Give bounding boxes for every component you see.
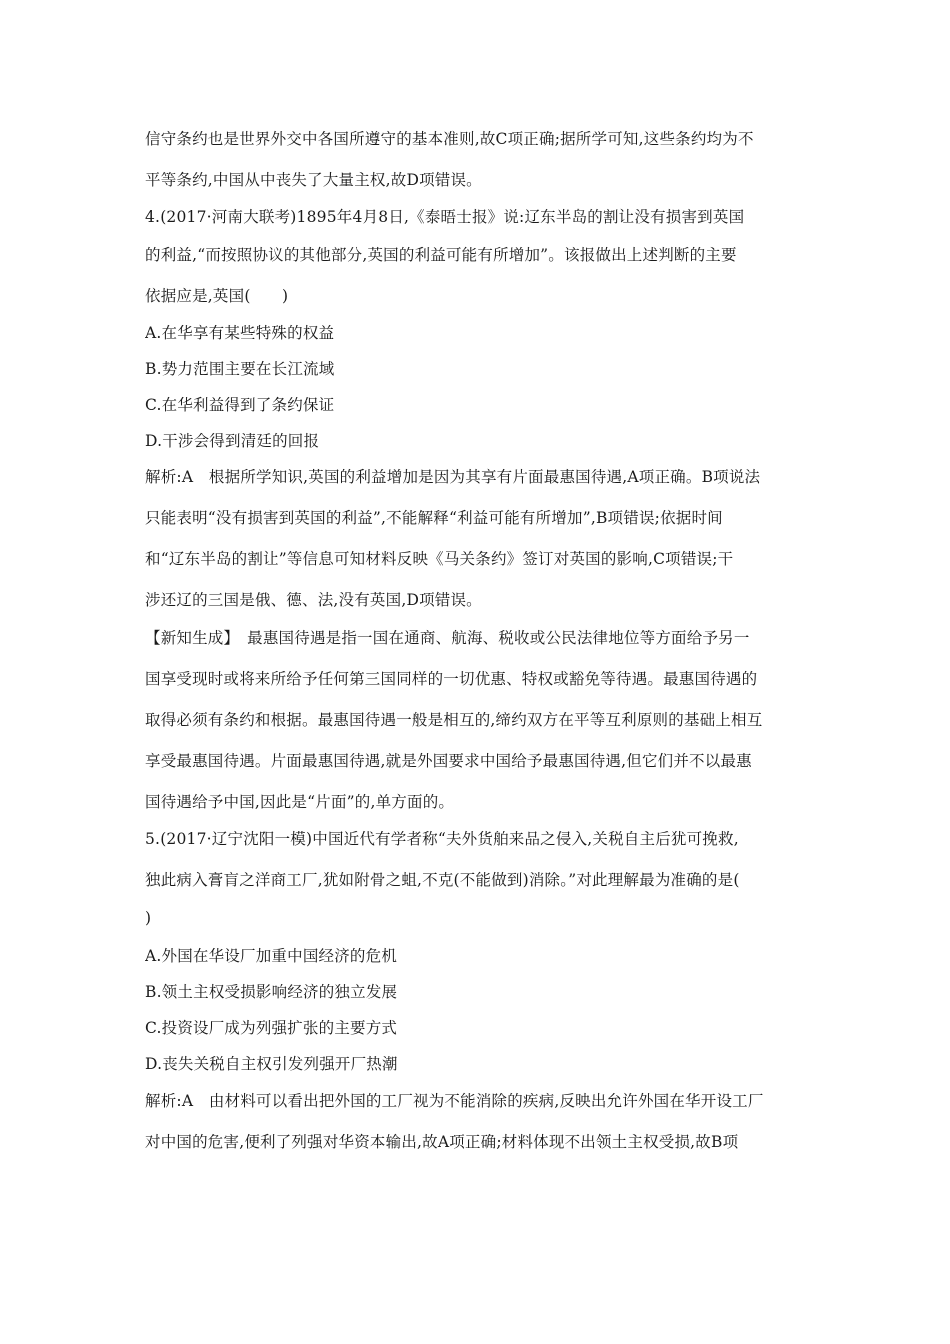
text-line: 依据应是,英国( ): [145, 287, 289, 305]
text-line: 涉还辽的三国是俄、德、法,没有英国,D项错误。: [145, 591, 482, 609]
option-d: D.丧失关税自主权引发列强开厂热潮: [145, 1055, 398, 1073]
option-a: A.外国在华设厂加重中国经济的危机: [145, 947, 398, 965]
text-line: 的利益,“而按照协议的其他部分,英国的利益可能有所增加”。该报做出上述判断的主要: [145, 246, 737, 264]
text-line: ): [145, 909, 152, 927]
option-c: C.在华利益得到了条约保证: [145, 396, 335, 414]
analysis-4: 解析:A 根据所学知识,英国的利益增加是因为其享有片面最惠国待遇,A项正确。B项说法: [145, 468, 761, 486]
text-line: 享受最惠国待遇。片面最惠国待遇,就是外国要求中国给予最惠国待遇,但它们并不以最惠: [145, 752, 752, 770]
option-d: D.干涉会得到清廷的回报: [145, 432, 320, 450]
text-line: 取得必须有条约和根据。最惠国待遇一般是相互的,缔约双方在平等互利原则的基础上相互: [145, 711, 763, 729]
text-line: 对中国的危害,便利了列强对华资本输出,故A项正确;材料体现不出领土主权受损,故B项: [145, 1133, 739, 1151]
question-5-stem: 5.(2017·辽宁沈阳一模)中国近代有学者称“夫外货舶来品之侵入,关税自主后犹可挽救,: [145, 830, 739, 848]
option-b: B.领土主权受损影响经济的独立发展: [145, 983, 398, 1001]
text-line: 和“辽东半岛的割让”等信息可知材料反映《马关条约》签订对英国的影响,C项错误;干: [145, 550, 734, 568]
option-b: B.势力范围主要在长江流域: [145, 360, 335, 378]
option-a: A.在华享有某些特殊的权益: [145, 324, 335, 342]
new-knowledge-heading: 【新知生成】 最惠国待遇是指一国在通商、航海、税收或公民法律地位等方面给予另一: [145, 629, 750, 647]
option-c: C.投资设厂成为列强扩张的主要方式: [145, 1019, 398, 1037]
text-line: 国待遇给予中国,因此是“片面”的,单方面的。: [145, 793, 455, 811]
text-line: 独此病入膏肓之洋商工厂,犹如附骨之蛆,不克(不能做到)消除。”对此理解最为准确的是(: [145, 871, 740, 889]
text-line: 平等条约,中国从中丧失了大量主权,故D项错误。: [145, 171, 482, 189]
text-line: 国享受现时或将来所给予任何第三国同样的一切优惠、特权或豁免等待遇。最惠国待遇的: [145, 670, 758, 688]
analysis-5: 解析:A 由材料可以看出把外国的工厂视为不能消除的疾病,反映出允许外国在华开设工厂: [145, 1092, 764, 1110]
text-line: 只能表明“没有损害到英国的利益”,不能解释“利益可能有所增加”,B项错误;依据时间: [145, 509, 723, 527]
question-4-stem: 4.(2017·河南大联考)1895年4月8日,《泰晤士报》说:辽东半岛的割让没有损害到英国: [145, 208, 745, 226]
text-line: 信守条约也是世界外交中各国所遵守的基本准则,故C项正确;据所学可知,这些条约均为不: [145, 130, 754, 148]
